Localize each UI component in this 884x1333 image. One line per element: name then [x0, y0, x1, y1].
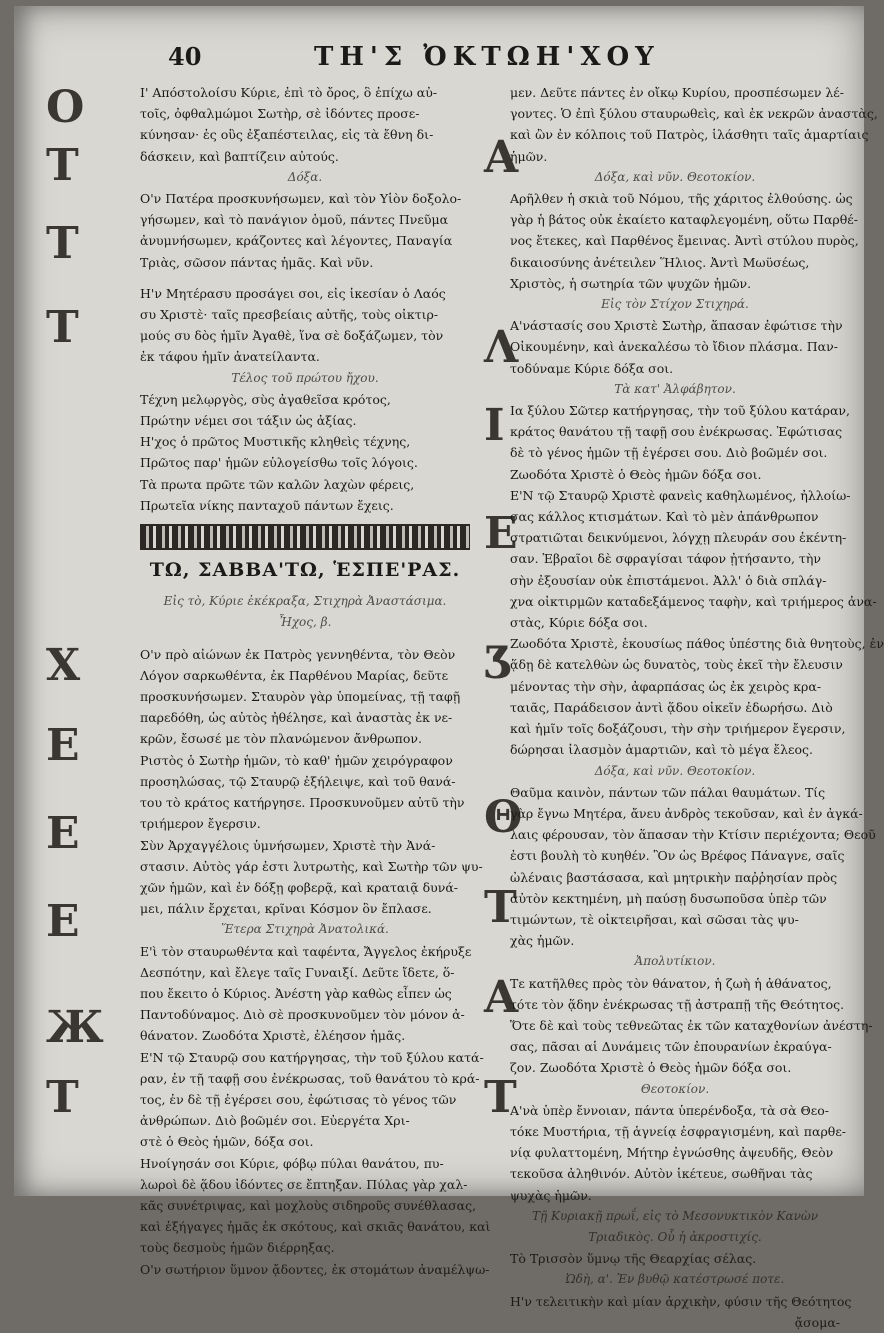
- text-line: τοὺς δεσμοὺς ἡμῶν διέρρηξας.: [140, 1240, 335, 1256]
- text-line: θάνατον. Ζωοδότα Χριστὲ, ἐλέησον ἡμᾶς.: [140, 1028, 406, 1044]
- text-block: [140, 1153, 491, 1259]
- text-line: Οἰκουμένην, καὶ ἀνεκαλέσω τὸ ἴδιον πλάσμα. Παν-: [510, 339, 838, 355]
- rubric-heading: Τὰ κατ' Ἀλφάβητον.: [614, 381, 736, 396]
- margin-initial: Τ: [484, 882, 517, 933]
- text-line: ᾄσομα-: [794, 1314, 840, 1330]
- text-line: Τὰ πρωτα πρῶτε τῶν καλῶν λαχὼν φέρεις,: [140, 476, 415, 492]
- text-line: νίᾳ φυλαττομένη, Μήτηρ ἐγνώσθης ἀψευδῆς, Θεὸν: [510, 1145, 834, 1161]
- margin-initial: Τ: [46, 218, 79, 269]
- text-line: λωροὶ δὲ ᾅδου ἰδόντες σε ἔπτηξαν. Πύλας γὰρ χαλ-: [140, 1176, 468, 1192]
- text-line: μεν. Δεῦτε πάντες ἐν οἴκῳ Κυρίου, προσπέσωμεν λέ-: [510, 85, 845, 100]
- text-line: σαν. Ἑβραῖοι δὲ σφραγίσαι τάφον ᾐτήσαντο, τὴν: [510, 551, 821, 567]
- text-line: κρῶν, ἔσωσέ με τὸν πλανώμενον ἄνθρωπον.: [140, 731, 422, 747]
- text-line: Ο'ν σωτήριον ὕμνον ᾄδοντες, ἐκ στομάτων ἀναμέλψω-: [140, 1261, 490, 1277]
- text-line: νος ἔτεκες, καὶ Παρθένος ἔμεινας. Ἀντὶ στύλου πυρὸς,: [510, 233, 859, 249]
- text-line: προσκυνήσωμεν. Σταυρὸν γὰρ ὑπομείνας, τῇ ταφῇ: [140, 689, 461, 705]
- text-line: παρεδόθη, ὡς αὐτὸς ἠθέλησε, καὶ ἀναστὰς ἐκ νε-: [140, 710, 453, 726]
- text-line: Ε'Ν τῷ Σταυρῷ σου κατήργησας, τὴν τοῦ ξύλου κατά-: [140, 1049, 484, 1065]
- verse-block: [140, 389, 470, 516]
- text-line: τριήμερον ἔγερσιν.: [140, 816, 261, 832]
- text-line: ἀνθρώπων. Διὸ βοῶμέν σοι. Εὐεργέτα Χρι-: [140, 1113, 410, 1129]
- margin-initial: Ι: [484, 400, 505, 451]
- text-line: Ριστὸς ὁ Σωτὴρ ἡμῶν, τὸ καθ' ἡμῶν χειρόγραφον: [140, 752, 453, 768]
- text-block: [510, 188, 859, 294]
- text-line: Τέχνη μελῳργὸς, σὺς ἀγαθεῖσα κρότος,: [140, 391, 391, 407]
- text-line: ἐκ τάφου ἡμῖν ἀνατείλαντα.: [140, 349, 320, 365]
- text-line: σας, πᾶσαι αἱ Δυνάμεις τῶν ἐπουρανίων ἐκραύγα-: [510, 1039, 832, 1055]
- text-line: ζον. Ζωοδότα Χριστὲ ὁ Θεὸς ἡμῶν δόξα σοι.: [510, 1060, 792, 1076]
- text-line: Παντοδύναμος. Διὸ σὲ προσκυνοῦμεν τὸν μόνον ἀ-: [140, 1007, 465, 1023]
- rubric-heading: Εἰς τὸ, Κύριε ἐκέκραξα, Στιχηρὰ Ἀναστάσιμα.: [163, 594, 447, 609]
- rubric-heading: Ἕτερα Στιχηρὰ Ἀνατολικά.: [221, 922, 389, 937]
- text-block: [140, 1047, 484, 1153]
- text-line: λαις φέρουσαν, τὸν ἅπασαν τὴν Κτίσιν περιέχοντα; Θεοῦ: [510, 827, 876, 843]
- text-line: καὶ ἡμῖν τοῖς δοξάζουσι, τὴν σὴν τριήμερον ἔγερσιν,: [510, 721, 846, 737]
- text-line: δάσκειν, καὶ βαπτίζειν αὐτούς.: [140, 148, 339, 164]
- text-line: συ Χριστὲ· ταῖς πρεσβείαις αὐτῆς, τοὺς οἰκτιρ-: [140, 307, 439, 323]
- text-block: [510, 485, 877, 633]
- text-line: τεκοῦσα ἀληθινόν. Αὐτὸν ἱκέτευε, σωθῆναι τὰς: [510, 1166, 813, 1182]
- text-line: Αρῆλθεν ἡ σκιὰ τοῦ Νόμου, τῆς χάριτος ἐλθούσης. ὡς: [510, 191, 853, 207]
- text-line: τοῖς, ὀφθαλμώμοι Σωτὴρ, σὲ ἰδόντες προσε-: [140, 106, 420, 122]
- text-line: δώρησαι ἱλασμὸν ἁμαρτιῶν, καὶ τὸ μέγα ἔλεος.: [510, 742, 813, 758]
- text-line: Η'ν τελειτικὴν καὶ μίαν ἀρχικὴν, φύσιν τῆς Θεότητος: [510, 1293, 852, 1309]
- text-block: [140, 644, 470, 750]
- text-line: Ζωοδότα Χριστὲ ὁ Θεὸς ἡμῶν δόξα σοι.: [510, 466, 762, 482]
- ornament-band: [140, 524, 470, 550]
- text-line: Πρωτεῖα νίκης πανταχοῦ πάντων ἔχεις.: [140, 497, 394, 513]
- book-page: [14, 6, 884, 1330]
- margin-initial: Ж: [46, 1002, 104, 1053]
- text-line: αὐτὸν κεκτημένη, μὴ παύσῃ δυσωποῦσα ὑπὲρ τῶν: [510, 890, 827, 906]
- text-line: Η'χος ὁ πρῶτος Μυστικῆς κληθεὶς τέχνης,: [140, 434, 411, 450]
- text-line: στρατιῶται δεικνύμενοι, λόγχῃ πλευράν σου ἐκέντη-: [510, 530, 847, 546]
- margin-initial: Τ: [46, 1072, 79, 1123]
- text-line: Α'νάστασίς σου Χριστὲ Σωτὴρ, ἅπασαν ἐφώτισε τὴν: [510, 318, 843, 334]
- rubric-heading: Τριαδικὸς. Οὗ ἡ ἀκροστιχίς.: [588, 1229, 762, 1244]
- text-line: στὲ ὁ Θεὸς ἡμῶν, δόξα σοι.: [140, 1134, 314, 1150]
- text-line: χνα οἰκτιρμῶν καταδεξάμενος ταφὴν, καὶ τριήμερος ἀνα-: [510, 593, 877, 609]
- margin-initial: Ʒ: [484, 638, 513, 689]
- text-line: ᾅδῃ δὲ κατελθὼν ὡς δυνατὸς, τοὺς ἐκεῖ τὴν ἔλευσιν: [510, 657, 843, 673]
- right-column: [510, 82, 884, 1333]
- text-block: [140, 283, 470, 368]
- margin-initial: Α: [484, 972, 519, 1023]
- text-line: Πρῶτος παρ' ἡμῶν εὐλογείσθω τοῖς λόγοις.: [140, 455, 418, 471]
- margin-initial: Ε: [46, 896, 80, 947]
- text-line: Η'ν Μητέρασυ προσάγει σοι, εἰς ἱκεσίαν ὁ Λαός: [140, 285, 446, 301]
- text-block: [510, 400, 850, 485]
- running-title: ΤΗ'Σ ὈΚΤΩΗ'ΧΟΥ: [314, 42, 660, 72]
- text-line: Ο'ν Πατέρα προσκυνήσωμεν, καὶ τὸν Υἱὸν δοξολο-: [140, 191, 462, 207]
- text-line: μει, πάλιν ἔρχεται, κρῖναι Κόσμον ὃν ἔπλασε.: [140, 901, 432, 917]
- text-block: [140, 750, 470, 835]
- text-line: γὰρ ἔγνω Μητέρα, ἄνευ ἀνδρὸς τεκοῦσαν, καὶ ἐν ἀγκά-: [510, 805, 863, 821]
- text-line: γὰρ ἡ βάτος οὐκ ἐκαίετο καταφλεγομένη, οὕτω Παρθέ-: [510, 212, 858, 228]
- text-block: [510, 973, 873, 1079]
- text-line: Θαῦμα καινὸν, πάντων τῶν πάλαι θαυμάτων. Τίς: [510, 784, 826, 800]
- text-block: [510, 782, 876, 952]
- text-line: γοντες. Ὁ ἐπὶ ξύλου σταυρωθεὶς, καὶ ἐκ νεκρῶν ἀναστὰς,: [510, 106, 878, 122]
- text-line: Ε'ὶ τὸν σταυρωθέντα καὶ ταφέντα, Ἄγγελος ἐκήρυξε: [140, 943, 472, 959]
- text-line: ραν, ἐν τῇ ταφῇ σου ἐνέκρωσας, τοῦ θανάτου τὸ κρά-: [140, 1070, 480, 1086]
- margin-initial: Ο: [46, 82, 85, 133]
- rubric-heading: Εἰς τὸν Στίχον Στιχηρά.: [601, 297, 749, 312]
- text-line: Α'νὰ ὑπὲρ ἔννοιαν, πάντα ὑπερένδοξα, τὰ σὰ Θεο-: [510, 1102, 830, 1118]
- text-line: κράτος θανάτου τῇ ταφῇ σου ἐνέκρωσας. Ἐφώτισας: [510, 424, 843, 440]
- text-line: καὶ ὢν ἐν κόλποις τοῦ Πατρὸς, ἱλάσθητι ταῖς ἁμαρτίαις: [510, 127, 869, 143]
- margin-initial: Ε: [484, 508, 518, 559]
- text-line: μούς συ δὸς ἡμῖν Ἀγαθὲ, ἵνα σὲ δοξάζωμεν, τὸν: [140, 328, 444, 344]
- text-line: Χριστὸς, ἡ σωτηρία τῶν ψυχῶν ἡμῶν.: [510, 275, 752, 291]
- left-column: [140, 82, 491, 1280]
- text-block: [510, 633, 884, 760]
- text-line: τος, ἐν δὲ τῇ ἐγέρσει σου, ἐφώτισας τὸ γένος τῶν: [140, 1091, 457, 1107]
- text-line: προσηλώσας, τῷ Σταυρῷ ἐξήλειψε, καὶ τοῦ θανά-: [140, 773, 456, 789]
- text-line: Ο'ν πρὸ αἰώνων ἐκ Πατρὸς γεννηθέντα, τὸν Θεὸν: [140, 646, 456, 662]
- text-line: ὠλέναις βαστάσασα, καὶ μητρικὴν παῤῥησίαν πρὸς: [510, 869, 838, 885]
- margin-initial: Α: [484, 132, 519, 183]
- rubric-heading: Ἦχος, β.: [278, 615, 332, 630]
- text-line: Λόγον σαρκωθέντα, ἐκ Παρθένου Μαρίας, δεῦτε: [140, 667, 449, 683]
- text-line: δὲ τὸ γένος ἡμῶν τῇ ἐγέρσει σου. Διὸ βοῶμέν σοι.: [510, 445, 828, 461]
- rubric-heading: Δόξα.: [287, 169, 323, 184]
- text-block: [510, 315, 843, 379]
- rubric-heading: Δόξα, καὶ νῦν. Θεοτοκίον.: [594, 763, 756, 778]
- text-line: Ζωοδότα Χριστὲ, ἑκουσίως πάθος ὑπέστης διὰ θνητοὺς, ἐν: [510, 636, 884, 652]
- text-line: τότε τὸν ᾅδην ἐνέκρωσας τῇ ἀστραπῇ τῆς Θεότητος.: [510, 996, 845, 1012]
- text-block: [140, 941, 470, 1047]
- margin-initial: Χ: [46, 640, 81, 691]
- text-line: στασιν. Αὐτὸς γάρ ἐστι λυτρωτὴς, καὶ Σωτὴρ τῶν ψυ-: [140, 858, 483, 874]
- text-line: Δεσπότην, καὶ ἔλεγε ταῖς Γυναιξί. Δεῦτε ἴδετε, ὅ-: [140, 964, 455, 980]
- margin-initial: Τ: [46, 140, 79, 191]
- rubric-heading: Θεοτοκίον.: [640, 1081, 710, 1096]
- rubric-heading: Τῇ Κυριακῇ πρωΐ, εἰς τὸ Μεσονυκτικὸν Κανὼν: [531, 1208, 818, 1223]
- text-line: Σὺν Ἀρχαγγέλοις ὑμνήσωμεν, Χριστὲ τὴν Ἀνά-: [140, 837, 436, 853]
- rubric-heading: Τέλος τοῦ πρώτου ἤχου.: [231, 370, 379, 385]
- margin-initial: Λ: [484, 322, 519, 373]
- text-line: γήσωμεν, καὶ τὸ πανάγιον ὁμοῦ, πάντες Πνεῦμα: [140, 212, 449, 228]
- section-title: ΤΩ, ΣΑΒΒΑ'ΤΩ, ἙΣΠΕ'ΡΑΣ.: [149, 559, 461, 582]
- text-line: καὶ ἐξήγαγες ἡμᾶς ἐκ σκότους, καὶ σκιᾶς θανάτου, καὶ: [140, 1219, 491, 1235]
- text-line: τοδύναμε Κύριε δόξα σοι.: [510, 360, 674, 376]
- page-header: [14, 42, 864, 82]
- text-line: δικαιοσύνης ἀνέτειλεν Ἥλιος. Ἀντὶ Μωϋσέως,: [510, 254, 810, 270]
- text-line: ἐστι βουλὴ τὸ κυηθέν. Ὃν ὡς Βρέφος Πάναγνε, σαῖς: [510, 848, 845, 864]
- rubric-heading: Ὠδὴ, α'. Ἐν βυθῷ κατέστρωσέ ποτε.: [565, 1272, 785, 1287]
- text-block: [140, 188, 470, 273]
- text-line: στὰς, Κύριε δόξα σοι.: [510, 615, 648, 631]
- page-number: 40: [168, 42, 202, 71]
- text-line: που ἔκειτο ὁ Κύριος. Ἀνέστη γὰρ καθὼς εἶπεν ὡς: [140, 985, 452, 1001]
- text-line: Ὅτε δὲ καὶ τοὺς τεθνεῶτας ἐκ τῶν καταχθονίων ἀνέστη-: [510, 1017, 873, 1033]
- text-block: [510, 1291, 852, 1333]
- margin-initial: Ε: [46, 808, 80, 859]
- text-line: μένοντας τὴν σὴν, ἀφαρπάσας ὡς ἐκ χειρὸς κρα-: [510, 678, 822, 694]
- text-line: του τὸ κράτος κατήργησε. Προσκυνοῦμεν αὐτῦ τὴν: [140, 795, 465, 811]
- text-line: χὰς ἡμῶν.: [510, 933, 575, 949]
- text-block: [510, 1248, 840, 1269]
- text-line: ἡμῶν.: [510, 148, 548, 164]
- text-line: κύνησαν· ἐς οὓς ἐξαπέστειλας, εἰς τὰ ἔθνη δι-: [140, 127, 434, 143]
- text-line: τόκε Μυστήρια, τῇ ἁγνείᾳ ἐσφραγισμένη, καὶ παρθε-: [510, 1123, 847, 1139]
- rubric-heading: Δόξα, καὶ νῦν. Θεοτοκίον.: [594, 169, 756, 184]
- text-line: χῶν ἡμῶν, καὶ ἐν δόξῃ φοβερᾷ, καὶ κραταιᾷ δυνά-: [140, 879, 459, 895]
- text-line: ψυχὰς ἡμῶν.: [510, 1187, 592, 1203]
- rubric-heading: Ἀπολυτίκιον.: [634, 954, 716, 969]
- text-line: Τὸ Τρισσὸν ὕμνῳ τῆς Θεαρχίας σέλας.: [510, 1251, 757, 1267]
- text-block: [140, 82, 470, 167]
- text-line: σας κάλλος κτισμάτων. Καὶ τὸ μὲν ἀπάνθρωπον: [510, 509, 819, 525]
- text-line: Ια ξύλου Σῶτερ κατήργησας, τὴν τοῦ ξύλου κατάραν,: [510, 403, 850, 419]
- text-line: Πρώτην νέμει σοι τάξιν ὡς ἀξίας.: [140, 413, 357, 429]
- text-line: Ε'Ν τῷ Σταυρῷ Χριστὲ φανεὶς καθηλωμένος, ἠλλοίω-: [510, 487, 851, 503]
- text-line: σὴν ἐξουσίαν οὐκ ἐπιστάμενοι. Ἀλλ' ὁ διὰ σπλάγ-: [510, 572, 827, 588]
- text-line: Ηνοίγησάν σοι Κύριε, φόβῳ πύλαι θανάτου, πυ-: [140, 1155, 444, 1171]
- margin-initial: Τ: [46, 302, 79, 353]
- margin-initial: Ε: [46, 720, 80, 771]
- text-block: [510, 1100, 847, 1206]
- text-line: Τε κατῆλθες πρὸς τὸν θάνατον, ἡ ζωὴ ἡ ἀθάνατος,: [510, 975, 832, 991]
- text-line: κᾶς συνέτριψας, καὶ μοχλοὺς σιδηροῦς συνέθλασας,: [140, 1197, 477, 1213]
- margin-initial: Θ: [484, 792, 523, 843]
- text-block: [140, 835, 483, 920]
- text-line: Τριὰς, σῶσον πάντας ἡμᾶς. Καὶ νῦν.: [140, 254, 374, 270]
- text-block: [510, 82, 878, 167]
- text-line: ἀνυμνήσωμεν, κράζοντες καὶ λέγοντες, Παναγία: [140, 233, 453, 249]
- text-line: ταιᾶς, Παράδεισον ἀντὶ ᾅδου οἰκεῖν ἐδωρήσω. Διὸ: [510, 699, 833, 715]
- text-line: Ι' Απόστολοίσυ Κύριε, ἐπὶ τὸ ὄρος, ὃ ἐπίχω αὐ-: [140, 85, 438, 100]
- text-block: [140, 1259, 490, 1280]
- margin-initial: Τ: [484, 1072, 517, 1123]
- text-line: τιμώντων, τὲ οἰκτειρῆσαι, καὶ σῶσαι τὰς ψυ-: [510, 911, 799, 927]
